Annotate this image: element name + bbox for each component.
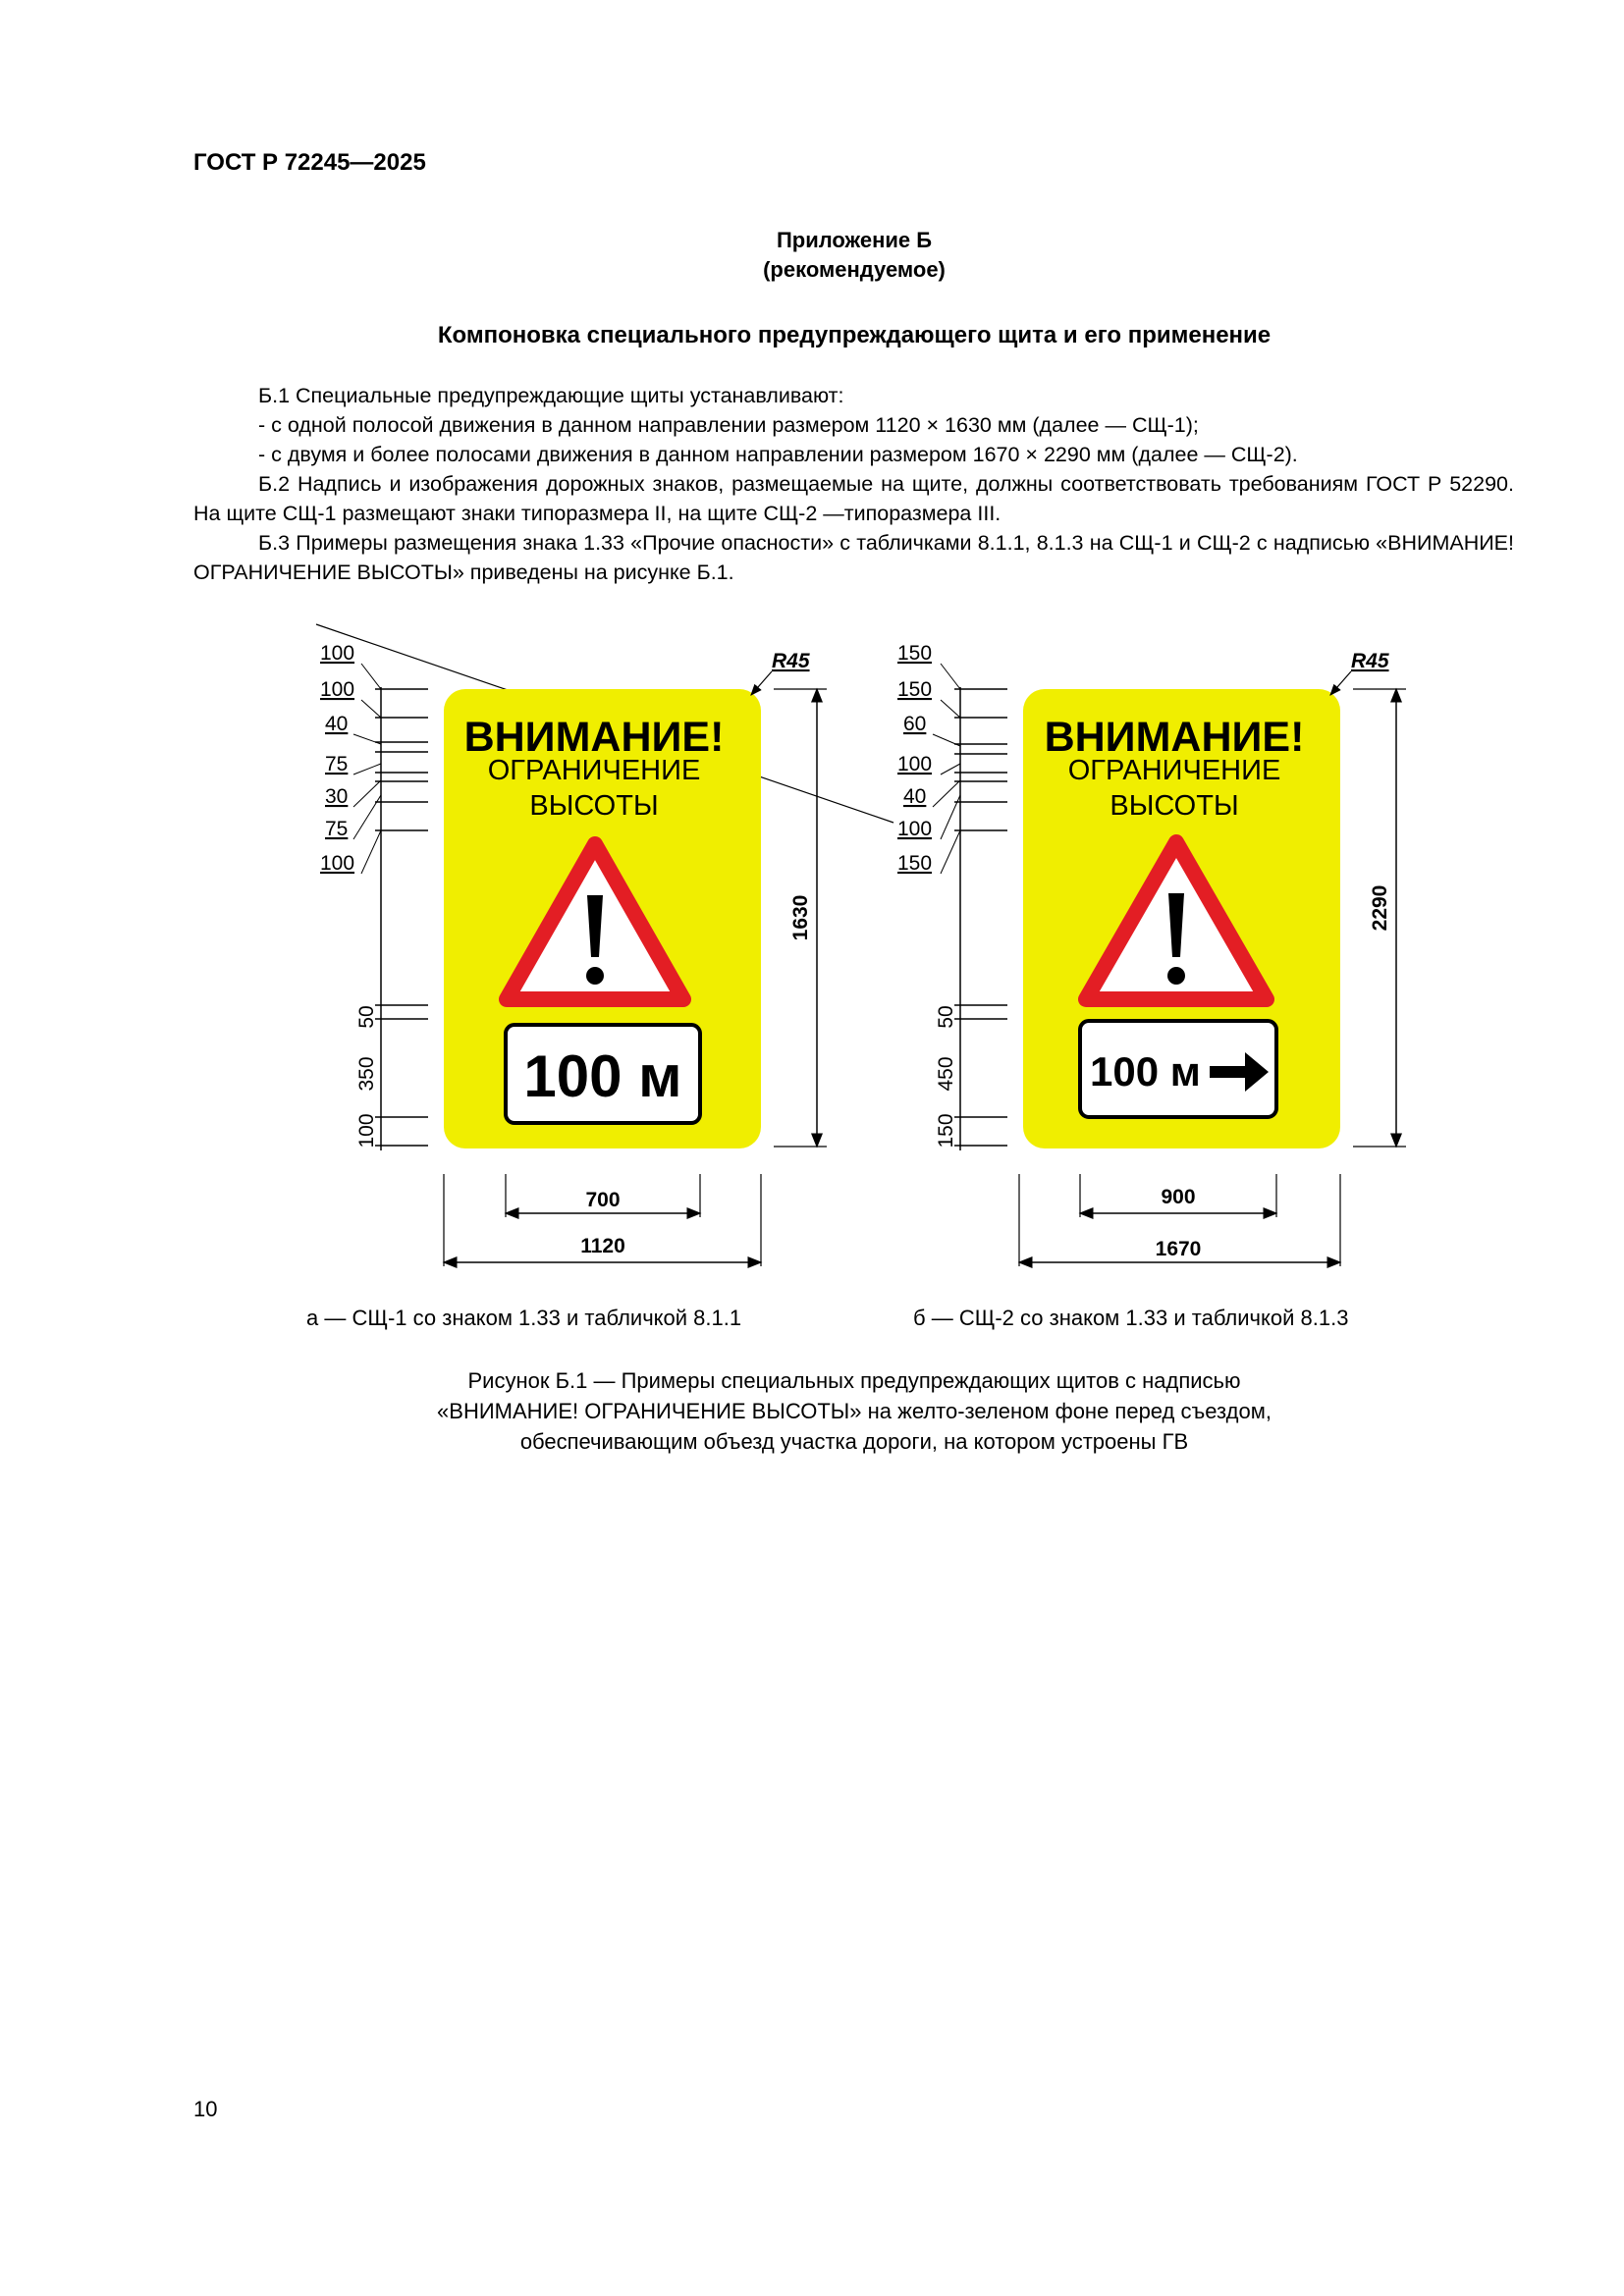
sign-a-dim-top-1: 100 [320,642,355,665]
caption-b: б — СЩ-2 со знаком 1.33 и табличкой 8.1.3 [913,1306,1349,1330]
paragraph-b2: Б.2 Надпись и изображения дорожных знаков, размещаемые на щите, должны соответствовать требованиям ГОСТ Р 52290. На щите СЩ-1 размещают знаки типоразмера II, на щите СЩ-2 —типоразмера III. [193,472,1514,525]
figure-title-line-3: обеспечивающим объезд участка дороги, на котором устроены ГВ [519,1429,1189,1454]
sign-a-dim-bottom-3: 100 [355,1113,378,1148]
sign-a-dim-bottom-2: 350 [355,1056,378,1092]
sign-b-dim-bottom-3: 150 [935,1113,957,1148]
sign-a-dim-top-6: 75 [325,818,349,840]
sign-a-radius-label: R45 [772,650,810,672]
appendix-status: (рекомендуемое) [763,257,946,282]
sign-a-dim-bottom-1: 50 [355,1005,378,1029]
sign-b-warning-text: ВНИМАНИЕ! [1044,714,1305,761]
paragraph-b1-item-2: - с двумя и более полосами движения в данном направлении размером 1670 × 2290 мм (далее — СЩ-2). [258,443,1298,466]
sign-a-plate-width-dim: 700 [585,1189,621,1211]
page-number: 10 [193,2097,218,2121]
sign-a [320,642,827,1266]
sign-a-dim-top-4: 75 [325,753,349,775]
section-title: Компоновка специального предупреждающего щита и его применение [437,322,1272,348]
sign-b-dim-top-5: 40 [903,785,927,808]
sign-b-dim-top-2: 150 [897,678,933,701]
sign-a-dim-top-2: 100 [320,678,355,701]
figure-title [0,1365,1624,1457]
sign-b-width-dim: 1670 [1155,1238,1202,1260]
sign-b-height-text: ВЫСОТЫ [1110,790,1239,822]
sign-b-radius-label: R45 [1351,650,1389,672]
sign-a-height-text: ВЫСОТЫ [529,790,659,822]
sign-b [897,642,1406,1266]
sign-b-restriction-text: ОГРАНИЧЕНИЕ [1067,755,1281,786]
sign-b-plate-width-dim: 900 [1161,1186,1196,1208]
sign-a-plate-text: 100 м [523,1043,682,1109]
sign-b-dim-top-1: 150 [897,642,933,665]
sign-a-dim-top-7: 100 [320,852,355,875]
paragraph-b3: Б.3 Примеры размещения знака 1.33 «Прочие опасности» с табличками 8.1.1, 8.1.3 на СЩ-1 и СЩ-2 с надписью «ВНИМАНИЕ! ОГРАНИЧЕНИЕ ВЫСОТЫ» приведены на рисунке Б.1. [193,531,1514,584]
sign-a-restriction-text: ОГРАНИЧЕНИЕ [487,755,701,786]
paragraph-b1-item-1: - с одной полосой движения в данном направлении размером 1120 × 1630 мм (далее — СЩ-1); [258,413,1199,437]
sign-a-dim-top-5: 30 [325,785,349,808]
sign-a-height-dim: 1630 [789,894,812,941]
sign-b-dim-top-3: 60 [903,713,927,735]
document-code: ГОСТ Р 72245—2025 [193,149,426,176]
sign-b-height-dim: 2290 [1369,884,1391,932]
appendix-title: Приложение Б [776,228,933,252]
paragraph-b1: Б.1 Специальные предупреждающие щиты устанавливают: [258,384,844,407]
sign-b-dim-top-7: 150 [897,852,933,875]
sign-b-dim-top-4: 100 [897,753,933,775]
sign-b-plate-text: 100 м [1090,1048,1201,1095]
sign-b-dim-bottom-1: 50 [935,1005,957,1029]
figure-title-line-1: Рисунок Б.1 — Примеры специальных предупреждающих щитов с надписью [467,1368,1241,1393]
caption-a: а — СЩ-1 со знаком 1.33 и табличкой 8.1.1 [306,1306,742,1330]
sign-b-dim-top-6: 100 [897,818,933,840]
figure-title-line-2: «ВНИМАНИЕ! ОГРАНИЧЕНИЕ ВЫСОТЫ» на желто-зеленом фоне перед съездом, [437,1399,1272,1423]
sign-b-dim-bottom-2: 450 [935,1056,957,1092]
sign-a-width-dim: 1120 [580,1235,625,1257]
sign-a-warning-text: ВНИМАНИЕ! [463,714,725,761]
sign-a-dim-top-3: 40 [325,713,349,735]
